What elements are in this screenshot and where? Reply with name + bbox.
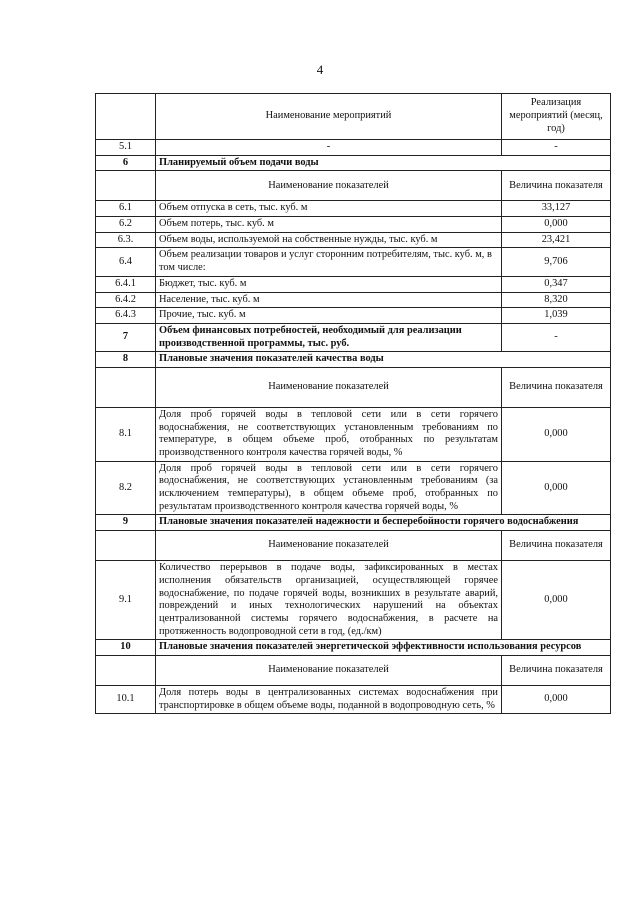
section-title: Плановые значения показателей энергетической эффективности использования ресурсов — [156, 640, 611, 656]
subheader-name: Наименование показателей — [156, 531, 502, 561]
row-name: Объем потерь, тыс. куб. м — [156, 217, 502, 233]
subheader-name: Наименование показателей — [156, 655, 502, 685]
row-name: Доля проб горячей воды в тепловой сети или в сети горячего водоснабжения, не соответствующих установленным требованиям (за исключением температуры), в общем объеме проб, отобранных по результатам производственного контроля качества горячей воды, % — [156, 461, 502, 515]
section-value: - — [502, 323, 611, 351]
table-header-row — [96, 94, 611, 140]
subheader-row — [96, 367, 611, 407]
row-number: 10.1 — [96, 685, 156, 713]
row-number: 5.1 — [96, 140, 156, 156]
row-number: 6.2 — [96, 217, 156, 233]
section-title: Планируемый объем подачи воды — [156, 155, 611, 171]
row-name: Прочие, тыс. куб. м — [156, 308, 502, 324]
section-title: Плановые значения показателей надежности и бесперебойности горячего водоснабжения — [156, 515, 611, 531]
subheader-name: Наименование показателей — [156, 171, 502, 201]
section-number: 8 — [96, 352, 156, 368]
section-row — [96, 640, 611, 656]
subheader-num-cell — [96, 367, 156, 407]
header-name-cell: Наименование мероприятий — [156, 94, 502, 140]
section-row — [96, 323, 611, 351]
row-value: 0,000 — [502, 407, 611, 461]
row-value: 0,000 — [502, 217, 611, 233]
row-name: Количество перерывов в подаче воды, зафиксированных в местах исполнения обязательств организацией, осуществляющей горячее водоснабжение, по подаче горячей воды, возникших в результате аварий, повреждений и иных технологических нарушений на объектах централизованной системы горячего водоснабжения, в расчете на протяженность водопроводной сети в год, (ед./км) — [156, 561, 502, 640]
table-row — [96, 561, 611, 640]
row-value: - — [502, 140, 611, 156]
table-row — [96, 217, 611, 233]
row-name: - — [156, 140, 502, 156]
subheader-value: Величина показателя — [502, 171, 611, 201]
row-name: Доля потерь воды в централизованных системах водоснабжения при транспортировке в общем объеме воды, поданной в водопроводную сеть, % — [156, 685, 502, 713]
section-number: 9 — [96, 515, 156, 531]
section-number: 7 — [96, 323, 156, 351]
subheader-value: Величина показателя — [502, 655, 611, 685]
section-row — [96, 155, 611, 171]
section-number: 10 — [96, 640, 156, 656]
row-name: Объем отпуска в сеть, тыс. куб. м — [156, 201, 502, 217]
row-value: 0,000 — [502, 561, 611, 640]
row-number: 8.2 — [96, 461, 156, 515]
row-name: Население, тыс. куб. м — [156, 292, 502, 308]
program-table — [95, 93, 611, 714]
subheader-num-cell — [96, 531, 156, 561]
subheader-row — [96, 655, 611, 685]
subheader-value: Величина показателя — [502, 531, 611, 561]
subheader-value: Величина показателя — [502, 367, 611, 407]
row-number: 6.3. — [96, 232, 156, 248]
row-value: 33,127 — [502, 201, 611, 217]
row-number: 8.1 — [96, 407, 156, 461]
section-row — [96, 352, 611, 368]
row-name: Бюджет, тыс. куб. м — [156, 276, 502, 292]
section-row — [96, 515, 611, 531]
subheader-row — [96, 171, 611, 201]
table-row — [96, 140, 611, 156]
table-row — [96, 407, 611, 461]
table-row — [96, 248, 611, 276]
row-value: 23,421 — [502, 232, 611, 248]
subheader-num-cell — [96, 655, 156, 685]
row-number: 6.4.1 — [96, 276, 156, 292]
table-row — [96, 292, 611, 308]
row-number: 6.4.2 — [96, 292, 156, 308]
table-row — [96, 308, 611, 324]
section-title: Объем финансовых потребностей, необходимый для реализации производственной программы, тыс. руб. — [156, 323, 502, 351]
row-value: 0,000 — [502, 685, 611, 713]
table-row — [96, 461, 611, 515]
subheader-row — [96, 531, 611, 561]
row-name: Объем реализации товаров и услуг сторонним потребителям, тыс. куб. м, в том числе: — [156, 248, 502, 276]
table-row — [96, 276, 611, 292]
table-row — [96, 685, 611, 713]
row-number: 9.1 — [96, 561, 156, 640]
row-value: 0,347 — [502, 276, 611, 292]
row-name: Доля проб горячей воды в тепловой сети или в сети горячего водоснабжения, не соответствующих установленным требованиям по температуре, в общем объеме проб, отобранных по результатам производственного контроля качества горячей воды, % — [156, 407, 502, 461]
table-row — [96, 232, 611, 248]
subheader-name: Наименование показателей — [156, 367, 502, 407]
row-number: 6.1 — [96, 201, 156, 217]
section-number: 6 — [96, 155, 156, 171]
subheader-num-cell — [96, 171, 156, 201]
row-number: 6.4 — [96, 248, 156, 276]
header-num-cell — [96, 94, 156, 140]
row-value: 9,706 — [502, 248, 611, 276]
page-number: 4 — [316, 62, 324, 77]
row-value: 1,039 — [502, 308, 611, 324]
table-row — [96, 201, 611, 217]
row-value: 8,320 — [502, 292, 611, 308]
section-title: Плановые значения показателей качества воды — [156, 352, 611, 368]
header-impl-cell: Реализация мероприятий (месяц, год) — [502, 94, 611, 140]
row-number: 6.4.3 — [96, 308, 156, 324]
row-value: 0,000 — [502, 461, 611, 515]
row-name: Объем воды, используемой на собственные нужды, тыс. куб. м — [156, 232, 502, 248]
